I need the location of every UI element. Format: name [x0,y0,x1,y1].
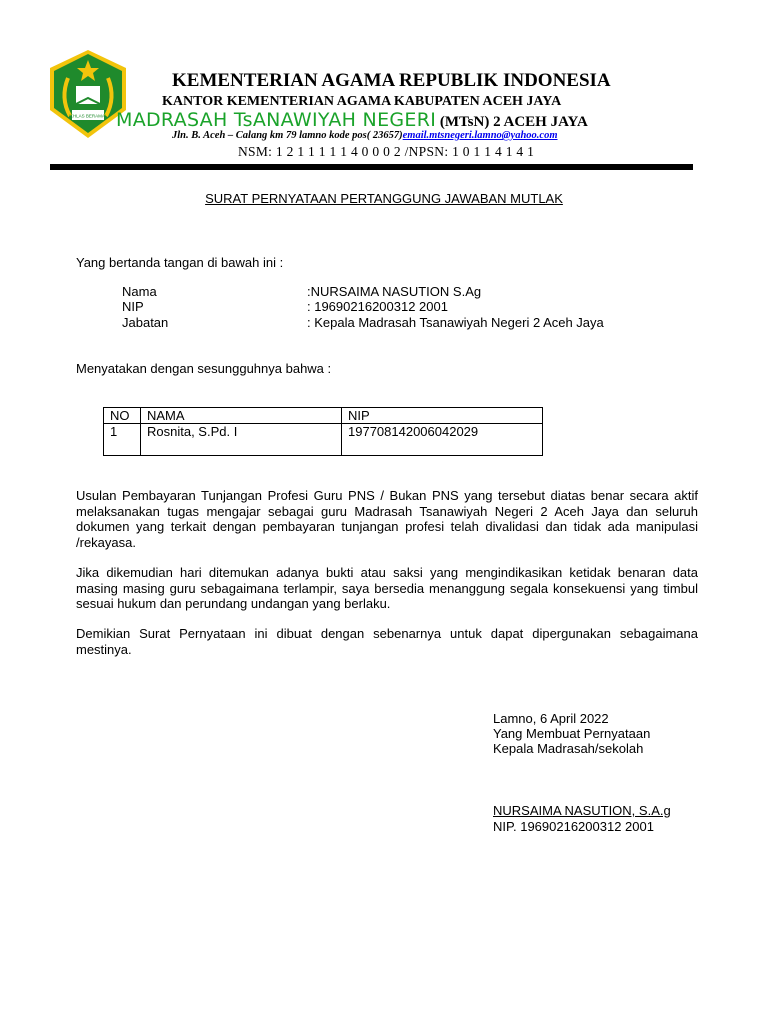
email-link[interactable]: email.mtsnegeri.lamno@yahoo.com [402,130,558,141]
paragraph-2: Jika dikemudian hari ditemukan adanya bukti atau saksi yang mengindikasikan ketidak benaran data masing masing guru sebagaimana terlampir, saya bersedia menanggung segala konsekuensi yang timbul sesuai hukum dan perundang undangan yang berlaku. [76,565,698,611]
table-header-row [104,408,543,424]
intro-text: Yang bertanda tangan di bawah ini : [76,255,284,270]
nip-label: NIP [122,299,144,314]
table-row [104,424,543,456]
nama-value: :NURSAIMA NASUTION S.Ag [307,284,482,299]
jabatan-value: : Kepala Madrasah Tsanawiyah Negeri 2 Aceh Jaya [307,315,604,330]
paragraph-1: Usulan Pembayaran Tunjangan Profesi Guru PNS / Bukan PNS yang tersebut diatas benar secara aktif melaksanakan tugas mengajar sebagai guru Madrasah Tsanawiyah Negeri 2 Aceh Jaya dan seluruh dokumen yang terkait dengan pembayaran tunjangan profesi telah divalidasi dan tidak ada manipulasi /rekayasa. [76,488,698,550]
header-nama: NAMA [141,408,342,424]
nsm-npsn: NSM: 1 2 1 1 1 1 1 4 0 0 0 2 /NPSN: 1 0 1 1 4 1 4 1 [238,144,535,159]
cell-nip: 197708142006042029 [342,424,543,456]
teacher-table [103,407,543,456]
office-name: KANTOR KEMENTERIAN AGAMA KABUPATEN ACEH JAYA [162,94,562,109]
header-nip: NIP [342,408,543,424]
school-name-green: MADRASAH TsANAWIYAH NEGERI [116,109,437,131]
letterhead-rule [50,164,693,170]
ministry-name: KEMENTERIAN AGAMA REPUBLIK INDONESIA [172,70,611,91]
address: Jln. B. Aceh – Calang km 79 lamno kode pos( 23657) [172,130,403,141]
signer-role-1: Yang Membuat Pernyataan [493,726,651,741]
signer-role-2: Kepala Madrasah/sekolah [493,741,644,756]
logo-motto: IKHLAS BERAMAL [68,113,108,119]
paragraph-3: Demikian Surat Pernyataan ini dibuat dengan sebenarnya untuk dapat dipergunakan sebagaimana mestinya. [76,626,698,657]
school-name [116,109,588,131]
statement-text: Menyatakan dengan sesungguhnya bahwa : [76,361,332,376]
cell-nama: Rosnita, S.Pd. I [141,424,342,456]
nama-label: Nama [122,284,157,299]
address-line [172,130,558,141]
cell-no: 1 [104,424,141,456]
document-title: SURAT PERNYATAAN PERTANGGUNG JAWABAN MUTLAK [205,191,563,206]
school-name-rest: (MTsN) 2 ACEH JAYA [436,114,588,130]
nip-value: : 19690216200312 2001 [307,299,448,314]
signer-nip: NIP. 19690216200312 2001 [493,819,654,834]
place-date: Lamno, 6 April 2022 [493,711,609,726]
header-no: NO [104,408,141,424]
signer-name: NURSAIMA NASUTION, S.A.g [493,803,671,818]
jabatan-label: Jabatan [122,315,169,330]
